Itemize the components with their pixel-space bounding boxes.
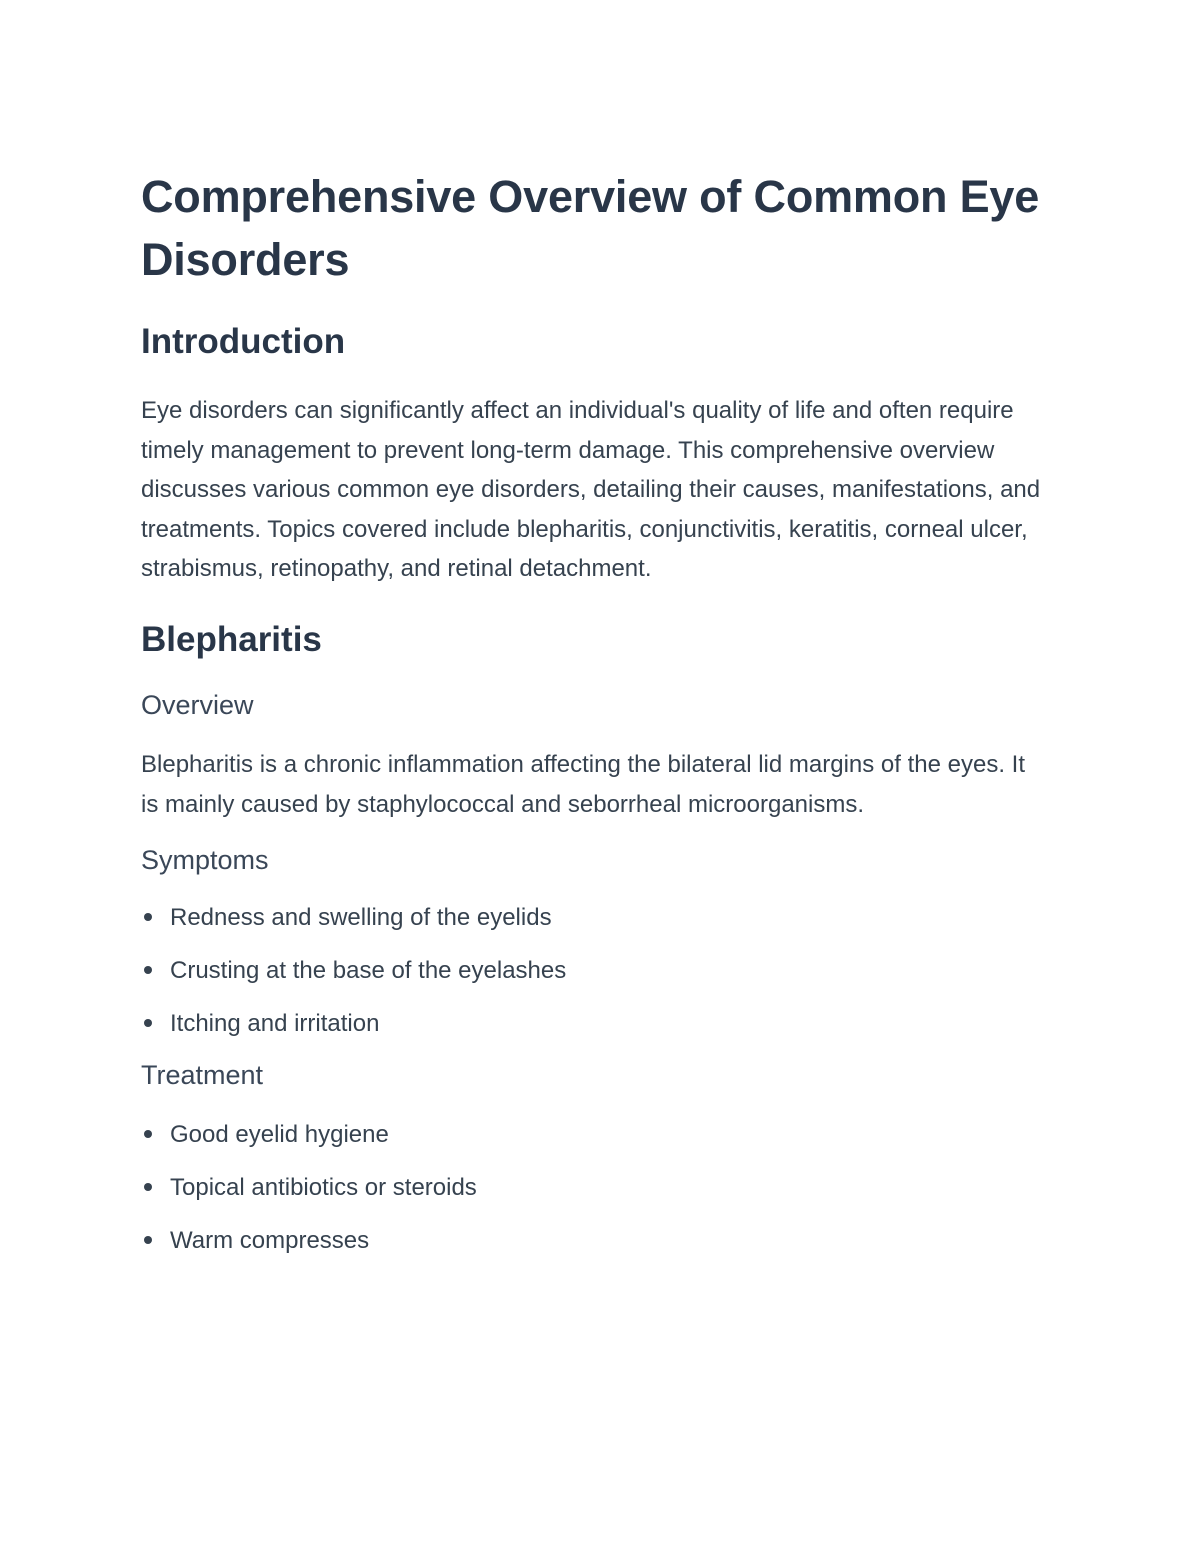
overview-paragraph: Blepharitis is a chronic inflammation affecting the bilateral lid margins of the eyes. It is mainly caused by staphylococcal and seborrheal microorganisms. (141, 750, 1025, 818)
list-item-text: Itching and irritation (170, 1010, 380, 1038)
introduction-section (141, 319, 1041, 589)
list-item (141, 1168, 1041, 1207)
treatment-subheading: Treatment (141, 1060, 264, 1091)
bullet-icon (144, 1130, 152, 1138)
blepharitis-heading: Blepharitis (141, 619, 322, 659)
bullet-icon (144, 966, 152, 974)
introduction-heading: Introduction (141, 322, 346, 361)
bullet-icon (144, 913, 152, 921)
symptoms-list (141, 898, 1041, 1043)
blepharitis-section (141, 617, 1041, 1260)
list-item-text: Warm compresses (170, 1227, 370, 1255)
list-item (141, 1004, 1041, 1043)
bullet-icon (144, 1236, 152, 1244)
symptoms-subheading: Symptoms (141, 845, 269, 876)
list-item-text: Crusting at the base of the eyelashes (170, 957, 567, 985)
treatment-list (141, 1115, 1041, 1260)
bullet-icon (144, 1183, 152, 1191)
overview-subheading: Overview (141, 689, 254, 720)
list-item (141, 1115, 1041, 1154)
document-title: Comprehensive Overview of Common Eye Disorders (141, 171, 1040, 285)
list-item-text: Redness and swelling of the eyelids (170, 904, 552, 932)
list-item-text: Good eyelid hygiene (170, 1121, 389, 1149)
document-page (141, 165, 1041, 1274)
list-item (141, 1221, 1041, 1260)
list-item (141, 898, 1041, 937)
introduction-paragraph: Eye disorders can significantly affect an individual's quality of life and often require timely management to prevent long-term damage. This comprehensive overview discusses various common eye disorders, detailing their causes, manifestations, and treatments. Topics covered include blepharitis, conjunctivitis, keratitis, corneal ulcer, strabismus, retinopathy, and retinal detachment. (141, 397, 1041, 583)
list-item-text: Topical antibiotics or steroids (170, 1174, 477, 1202)
list-item (141, 951, 1041, 990)
bullet-icon (144, 1019, 152, 1027)
